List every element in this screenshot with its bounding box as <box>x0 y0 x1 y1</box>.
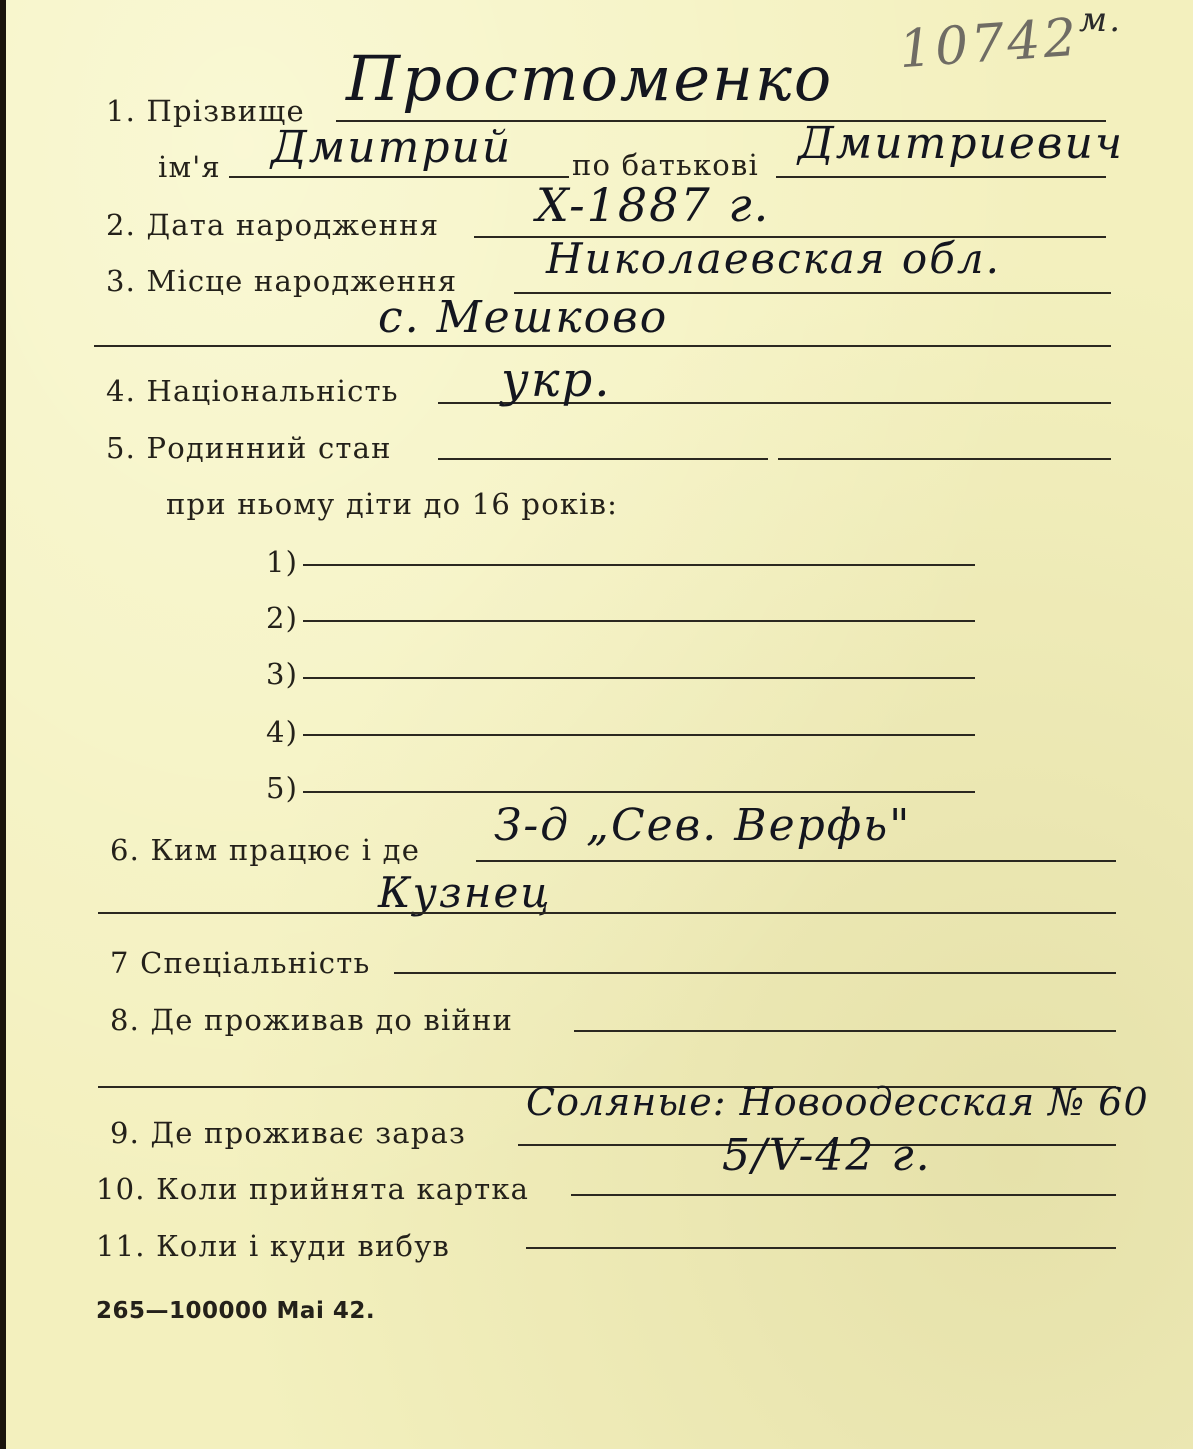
surname-value: Простоменко <box>346 42 834 115</box>
child-slot-5: 5) <box>266 771 299 805</box>
prewar-line-1 <box>574 1030 1116 1032</box>
specialty-line <box>394 972 1116 974</box>
child-slot-2: 2) <box>266 601 299 635</box>
work-label: 6. Ким працює і де <box>110 833 421 867</box>
prewar-label: 8. Де проживав до війни <box>110 1003 514 1037</box>
nationality-label: 4. Національність <box>106 374 399 408</box>
birth-place-value-2: с. Мешково <box>378 292 669 343</box>
work-line-2 <box>98 912 1116 914</box>
name-label: ім'я <box>158 150 221 184</box>
specialty-label: 7 Спеціальність <box>110 946 371 980</box>
registration-card <box>6 0 1193 1449</box>
card-date-line <box>571 1194 1116 1196</box>
current-label: 9. Де проживає зараз <box>110 1116 467 1150</box>
work-line-1 <box>476 860 1116 862</box>
name-line <box>229 176 569 178</box>
child-slot-1: 1) <box>266 545 299 579</box>
child-line-2 <box>303 620 975 622</box>
child-line-5 <box>303 791 975 793</box>
nationality-value: укр. <box>501 352 612 408</box>
name-value: Дмитрий <box>271 122 513 173</box>
surname-label: 1. Прізвище <box>106 94 305 128</box>
print-code: 265—100000 Mai 42. <box>96 1298 376 1324</box>
birth-place-label: 3. Місце народження <box>106 264 458 298</box>
card-date-value: 5/V-42 г. <box>722 1130 932 1181</box>
marital-line-a <box>438 458 768 460</box>
work-value-2: Кузнец <box>378 868 552 917</box>
patronymic-label: по батькові <box>572 148 759 182</box>
card-number-mark: м. <box>1079 0 1122 40</box>
birth-date-label: 2. Дата народження <box>106 208 440 242</box>
child-slot-3: 3) <box>266 657 299 691</box>
marital-label: 5. Родинний стан <box>106 431 392 465</box>
patronymic-value: Дмитриевич <box>798 118 1125 169</box>
current-value: Соляные: Новоодесская № 60 <box>526 1080 1149 1124</box>
child-line-4 <box>303 734 975 736</box>
patronymic-line <box>776 176 1106 178</box>
birth-place-line-2 <box>94 345 1111 347</box>
card-number: 10742 <box>897 7 1082 81</box>
departure-label: 11. Коли і куди вибув <box>96 1229 450 1263</box>
card-date-label: 10. Коли прийнята картка <box>96 1172 530 1206</box>
birth-date-value: X-1887 г. <box>536 178 771 232</box>
departure-line <box>526 1247 1116 1249</box>
child-line-1 <box>303 564 975 566</box>
child-line-3 <box>303 677 975 679</box>
work-value-1: З-д „Сев. Верфь" <box>494 800 912 851</box>
children-label: при ньому діти до 16 років: <box>166 487 619 521</box>
marital-line-b <box>778 458 1111 460</box>
child-slot-4: 4) <box>266 715 299 749</box>
birth-place-value-1: Николаевская обл. <box>546 234 1001 283</box>
